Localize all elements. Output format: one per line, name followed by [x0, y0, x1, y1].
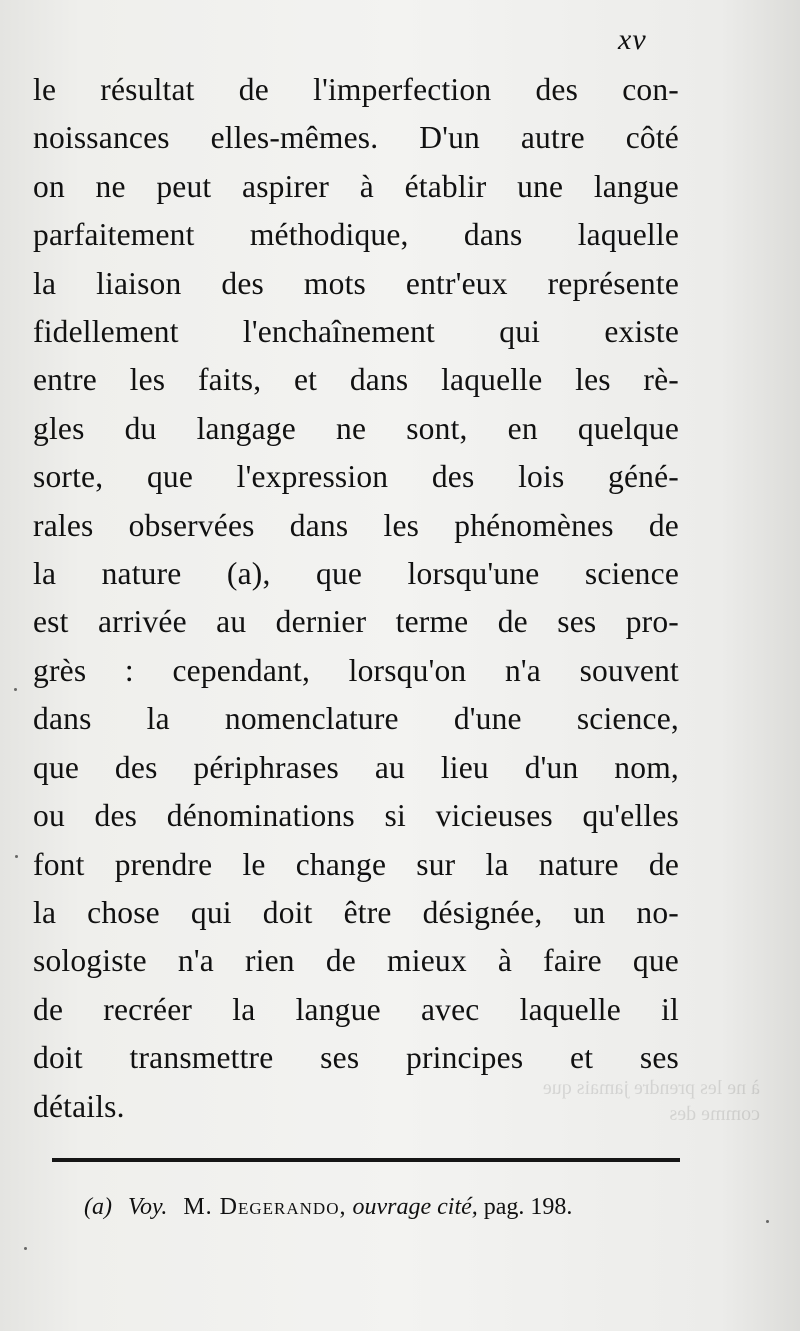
text-line: gles du langage ne sont, en quelque — [33, 410, 679, 446]
text-line: est arrivée au dernier terme de ses pro- — [33, 604, 679, 640]
footnote-page-ref: pag. 198. — [483, 1194, 573, 1220]
footnote-work: ouvrage cité, — [352, 1194, 478, 1220]
bleed-through-text: à ne les prendre jamais que comme des — [542, 1077, 760, 1125]
page-number: xv — [618, 23, 647, 56]
paper-speck — [14, 688, 17, 691]
text-line: ou des dénominations si vicieuses qu'elles — [33, 798, 679, 834]
text-line: de recréer la langue avec laquelle il — [33, 991, 679, 1027]
text-line: font prendre le change sur la nature de — [33, 846, 679, 882]
text-line: doit transmettre ses principes et ses — [33, 1040, 679, 1076]
text-line: la nature (a), que lorsqu'une science — [33, 556, 679, 592]
text-line: détails. — [33, 1088, 125, 1124]
text-line: sorte, que l'expression des lois géné- — [33, 459, 679, 495]
text-line: sologiste n'a rien de mieux à faire que — [33, 943, 679, 979]
text-line: rales observées dans les phénomènes de — [33, 507, 679, 543]
text-line: grès : cependant, lorsqu'on n'a souvent — [33, 652, 679, 688]
text-line: la chose qui doit être désignée, un no- — [33, 894, 679, 930]
text-line: dans la nomenclature d'une science, — [33, 701, 679, 737]
footnote-author: M. Degerando, — [183, 1194, 347, 1220]
text-line: parfaitement méthodique, dans laquelle — [33, 217, 679, 253]
paper-speck — [24, 1247, 27, 1250]
footnote-rule — [52, 1158, 680, 1162]
paper-speck — [15, 855, 18, 858]
text-line: entre les faits, et dans laquelle les rè- — [33, 362, 679, 398]
text-line: noissances elles-mêmes. D'un autre côté — [33, 120, 679, 156]
paper-speck — [766, 1220, 769, 1223]
text-line: fidellement l'enchaînement qui existe — [33, 314, 679, 350]
body-paragraph — [33, 66, 679, 1131]
text-line: la liaison des mots entr'eux représente — [33, 265, 679, 301]
text-line: le résultat de l'imperfection des con- — [33, 72, 679, 107]
text-line: que des périphrases au lieu d'un nom, — [33, 749, 679, 785]
footnote-abbr: Voy. — [127, 1194, 168, 1220]
text-line: on ne peut aspirer à établir une langue — [33, 168, 679, 204]
footnote-marker: (a) — [84, 1194, 112, 1220]
footnote — [84, 1194, 694, 1221]
